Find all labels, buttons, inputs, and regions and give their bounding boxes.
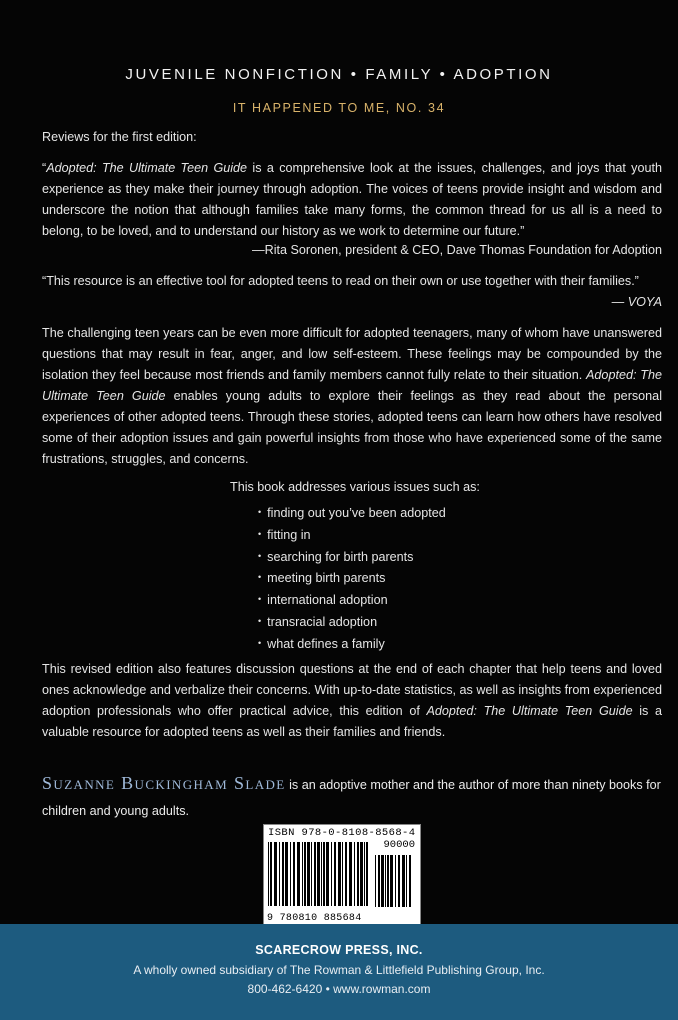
reviews-heading: Reviews for the first edition: [42, 130, 197, 144]
isbn-text: ISBN 978-0-8108-8568-4 [268, 827, 416, 839]
list-item: • what defines a family [258, 633, 446, 655]
barcode-bar [406, 855, 407, 907]
para2-book-title: Adopted: The Ultimate Teen Guide [426, 704, 633, 718]
author-name: Suzanne Buckingham Slade [42, 773, 286, 793]
publisher-contact: 800-462-6420 • www.rowman.com [247, 982, 431, 996]
author-bio [42, 770, 662, 824]
review-1-body: is a comprehensive look at the issues, challenges, and joys that youth experience as they make their journey through adoption. The voices of teens provide insight and wisdom and underscore the notion that although families take many forms, the common thread for us all is a need to belong, to be loved, and to understand our history as we work to determine our future.” [42, 161, 662, 238]
barcode-bar [366, 842, 368, 906]
series-line: IT HAPPENED TO ME, NO. 34 [232, 101, 446, 115]
publisher-name: SCARECROW PRESS, INC. [255, 943, 423, 957]
category-line: JUVENILE NONFICTION • FAMILY • ADOPTION [125, 66, 553, 83]
barcode-bar [331, 842, 332, 906]
barcode-bar [323, 842, 325, 906]
barcode-bar [360, 842, 363, 906]
barcode-bar [378, 855, 380, 907]
para2-part-a: This revised edition also features discussion questions at the end of each chapter that help teens and loved ones acknowledge and verbalize their concerns. With up-to-date statistics, as well as insights from experienced adoption professionals who offer practical advice, this edition of [42, 662, 662, 718]
barcode-bar [357, 842, 359, 906]
barcode-bar [285, 842, 288, 906]
barcode-bar [302, 842, 303, 906]
barcode-bar [304, 842, 306, 906]
para1-part-a: The challenging teen years can be even more difficult for adopted teenagers, many of whom have unanswered questions that may result in fear, anger, and low self-esteem. These feelings may be compounded by the isolation they feel because most friends and family members cannot fully relate to their situation. [42, 326, 662, 382]
review-1-attribution: —Rita Soronen, president & CEO, Dave Thomas Foundation for Adoption [252, 243, 662, 257]
list-item: • meeting birth parents [258, 567, 446, 589]
publisher-subsidiary: A wholly owned subsidiary of The Rowman & Littlefield Publishing Group, Inc. [133, 963, 545, 977]
barcode-bar [395, 855, 396, 907]
barcode-bar [282, 842, 284, 906]
barcode-bar [387, 855, 389, 907]
list-item: • fitting in [258, 524, 446, 546]
barcode-bar [314, 842, 316, 906]
review-2-attribution [42, 292, 662, 313]
author-bio-text: is an adoptive mother and the author of more than ninety books for children and young adults. [42, 778, 661, 818]
barcode-bar [311, 842, 312, 906]
barcode-bars [268, 842, 372, 906]
barcode-bar [338, 842, 341, 906]
issues-list [258, 502, 446, 655]
barcode-bar [390, 855, 393, 907]
description-paragraph-2 [42, 659, 662, 743]
barcode-bar [402, 855, 405, 907]
barcode-bar [270, 842, 272, 906]
barcode-bar [398, 855, 400, 907]
review-1-open-quote: “ [42, 161, 47, 175]
review-1-book-title: Adopted: The Ultimate Teen Guide [46, 161, 248, 175]
list-item: • finding out you’ve been adopted [258, 502, 446, 524]
barcode-bar [364, 842, 365, 906]
barcode-bar [409, 855, 411, 907]
review-2: “This resource is an effective tool for adopted teens to read on their own or use together with their families.” [42, 274, 639, 288]
review-2-dash: — [611, 295, 628, 309]
description-paragraph-1 [42, 323, 662, 470]
barcode-bar [375, 855, 376, 907]
barcode-number: 9 780810 885684 [267, 913, 362, 924]
barcode-bar [290, 842, 291, 906]
barcode-bar [293, 842, 295, 906]
barcode-bar [354, 842, 355, 906]
list-item: • searching for birth parents [258, 546, 446, 568]
barcode-bar [342, 842, 343, 906]
para2-part-b: is a valuable resource for adopted teens as well as their families and friends. [42, 704, 662, 739]
price-code: 90000 [383, 839, 415, 851]
barcode-bar [307, 842, 310, 906]
list-item: • transracial adoption [258, 611, 446, 633]
isbn-barcode [263, 824, 421, 927]
list-item: • international adoption [258, 589, 446, 611]
barcode-bar [381, 855, 384, 907]
barcode-bar [345, 842, 347, 906]
price-barcode-bars [375, 855, 415, 907]
barcode-bar [279, 842, 280, 906]
barcode-bar [297, 842, 300, 906]
barcode-bar [326, 842, 329, 906]
barcode-bar [334, 842, 336, 906]
publisher-footer [0, 924, 678, 1020]
review-2-source: VOYA [627, 295, 662, 309]
barcode-bar [317, 842, 320, 906]
barcode-bar [349, 842, 352, 906]
para1-book-title: Adopted: The Ultimate Teen Guide [42, 368, 662, 403]
para1-part-b: enables young adults to explore their feelings as they read about the personal experiences of other adopted teens. Through these stories, adopted teens can learn how others have resolved some of their adoption issues and gain powerful insights from those who have experienced some of the same frustrations, struggles, and concerns. [42, 389, 662, 466]
issues-intro: This book addresses various issues such as: [230, 480, 480, 494]
barcode-bar [321, 842, 322, 906]
barcode-bar [385, 855, 386, 907]
barcode-bar [268, 842, 269, 906]
review-1 [42, 158, 662, 242]
barcode-bar [274, 842, 277, 906]
